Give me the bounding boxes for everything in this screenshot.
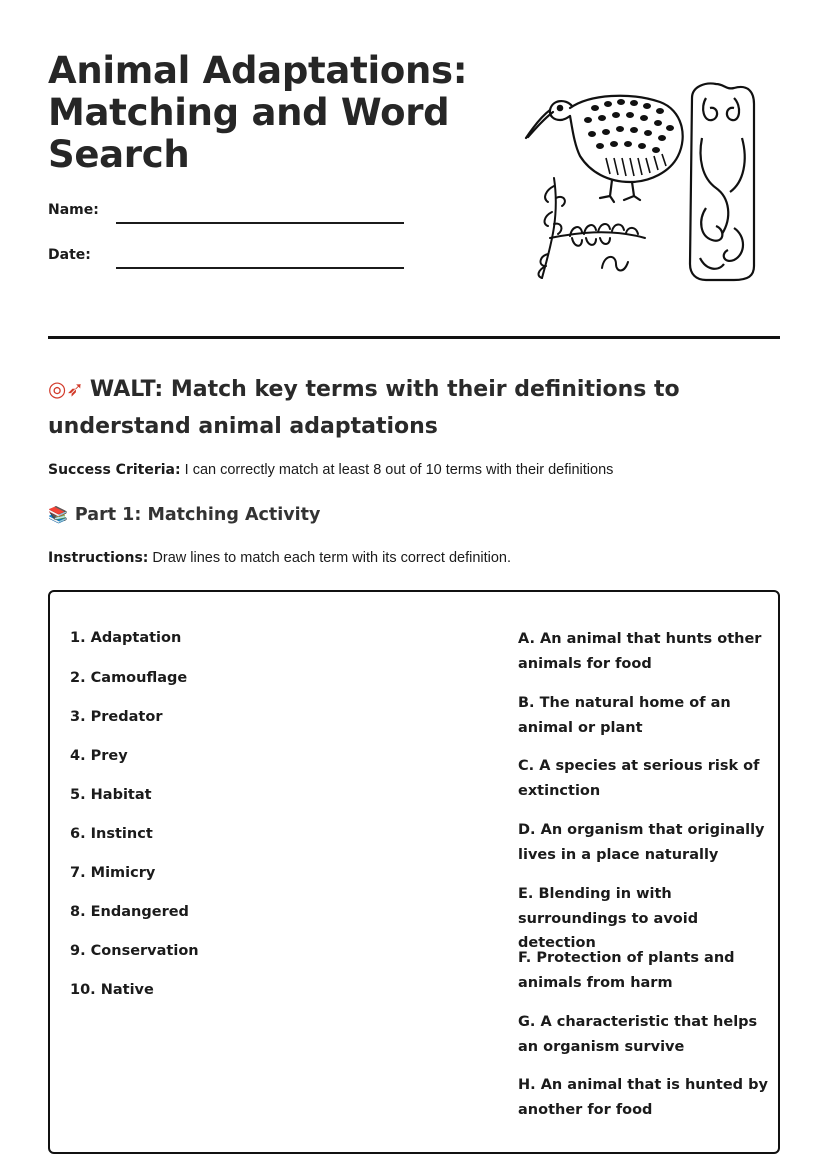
- term-item[interactable]: 1. Adaptation: [70, 630, 182, 646]
- definition-item[interactable]: B. The natural home of an animal or plant: [518, 695, 731, 736]
- term-item[interactable]: 2. Camouflage: [70, 670, 188, 686]
- success-criteria: [48, 462, 613, 478]
- term-item[interactable]: 3. Predator: [70, 709, 163, 725]
- success-criteria-text: I can correctly match at least 8 out of 10 terms with their definitions: [180, 462, 614, 478]
- term-item[interactable]: 10. Native: [70, 982, 154, 998]
- instructions-label: Instructions:: [48, 550, 149, 566]
- page-title: Animal Adaptations: Matching and Word Search: [48, 49, 468, 176]
- name-label: Name:: [48, 202, 99, 218]
- matching-box: [48, 590, 780, 1154]
- definition-item[interactable]: A. An animal that hunts other animals for food: [518, 631, 762, 672]
- term-item[interactable]: 6. Instinct: [70, 826, 153, 842]
- term-item[interactable]: 9. Conservation: [70, 943, 199, 959]
- instructions-text: Draw lines to match each term with its correct definition.: [148, 550, 512, 566]
- definition-item[interactable]: C. A species at serious risk of extinction: [518, 758, 760, 799]
- walt-heading: [48, 371, 788, 445]
- definition-item[interactable]: G. A characteristic that helps an organism survive: [518, 1014, 758, 1055]
- name-field[interactable]: [116, 222, 404, 224]
- instructions: [48, 550, 511, 566]
- success-criteria-label: Success Criteria:: [48, 462, 181, 478]
- term-item[interactable]: 4. Prey: [70, 748, 128, 764]
- definition-item[interactable]: F. Protection of plants and animals from harm: [518, 950, 735, 991]
- walt-text: WALT: Match key terms with their definitions to understand animal adaptations: [48, 377, 680, 439]
- term-item[interactable]: 7. Mimicry: [70, 865, 156, 881]
- term-item[interactable]: 5. Habitat: [70, 787, 152, 803]
- definition-item[interactable]: H. An animal that is hunted by another for food: [518, 1077, 768, 1118]
- target-icon: ◎➶: [48, 377, 84, 401]
- books-icon: 📚: [48, 505, 68, 524]
- date-label: Date:: [48, 247, 91, 263]
- date-field[interactable]: [116, 267, 404, 269]
- section-divider: [48, 336, 780, 339]
- part1-heading: [48, 505, 320, 525]
- kiwi-illustration-icon: [520, 78, 770, 288]
- part1-heading-text: Part 1: Matching Activity: [74, 505, 321, 525]
- term-item[interactable]: 8. Endangered: [70, 904, 189, 920]
- definition-item[interactable]: E. Blending in with surroundings to avoid detection: [518, 886, 699, 951]
- definition-item[interactable]: D. An organism that originally lives in a place naturally: [518, 822, 765, 863]
